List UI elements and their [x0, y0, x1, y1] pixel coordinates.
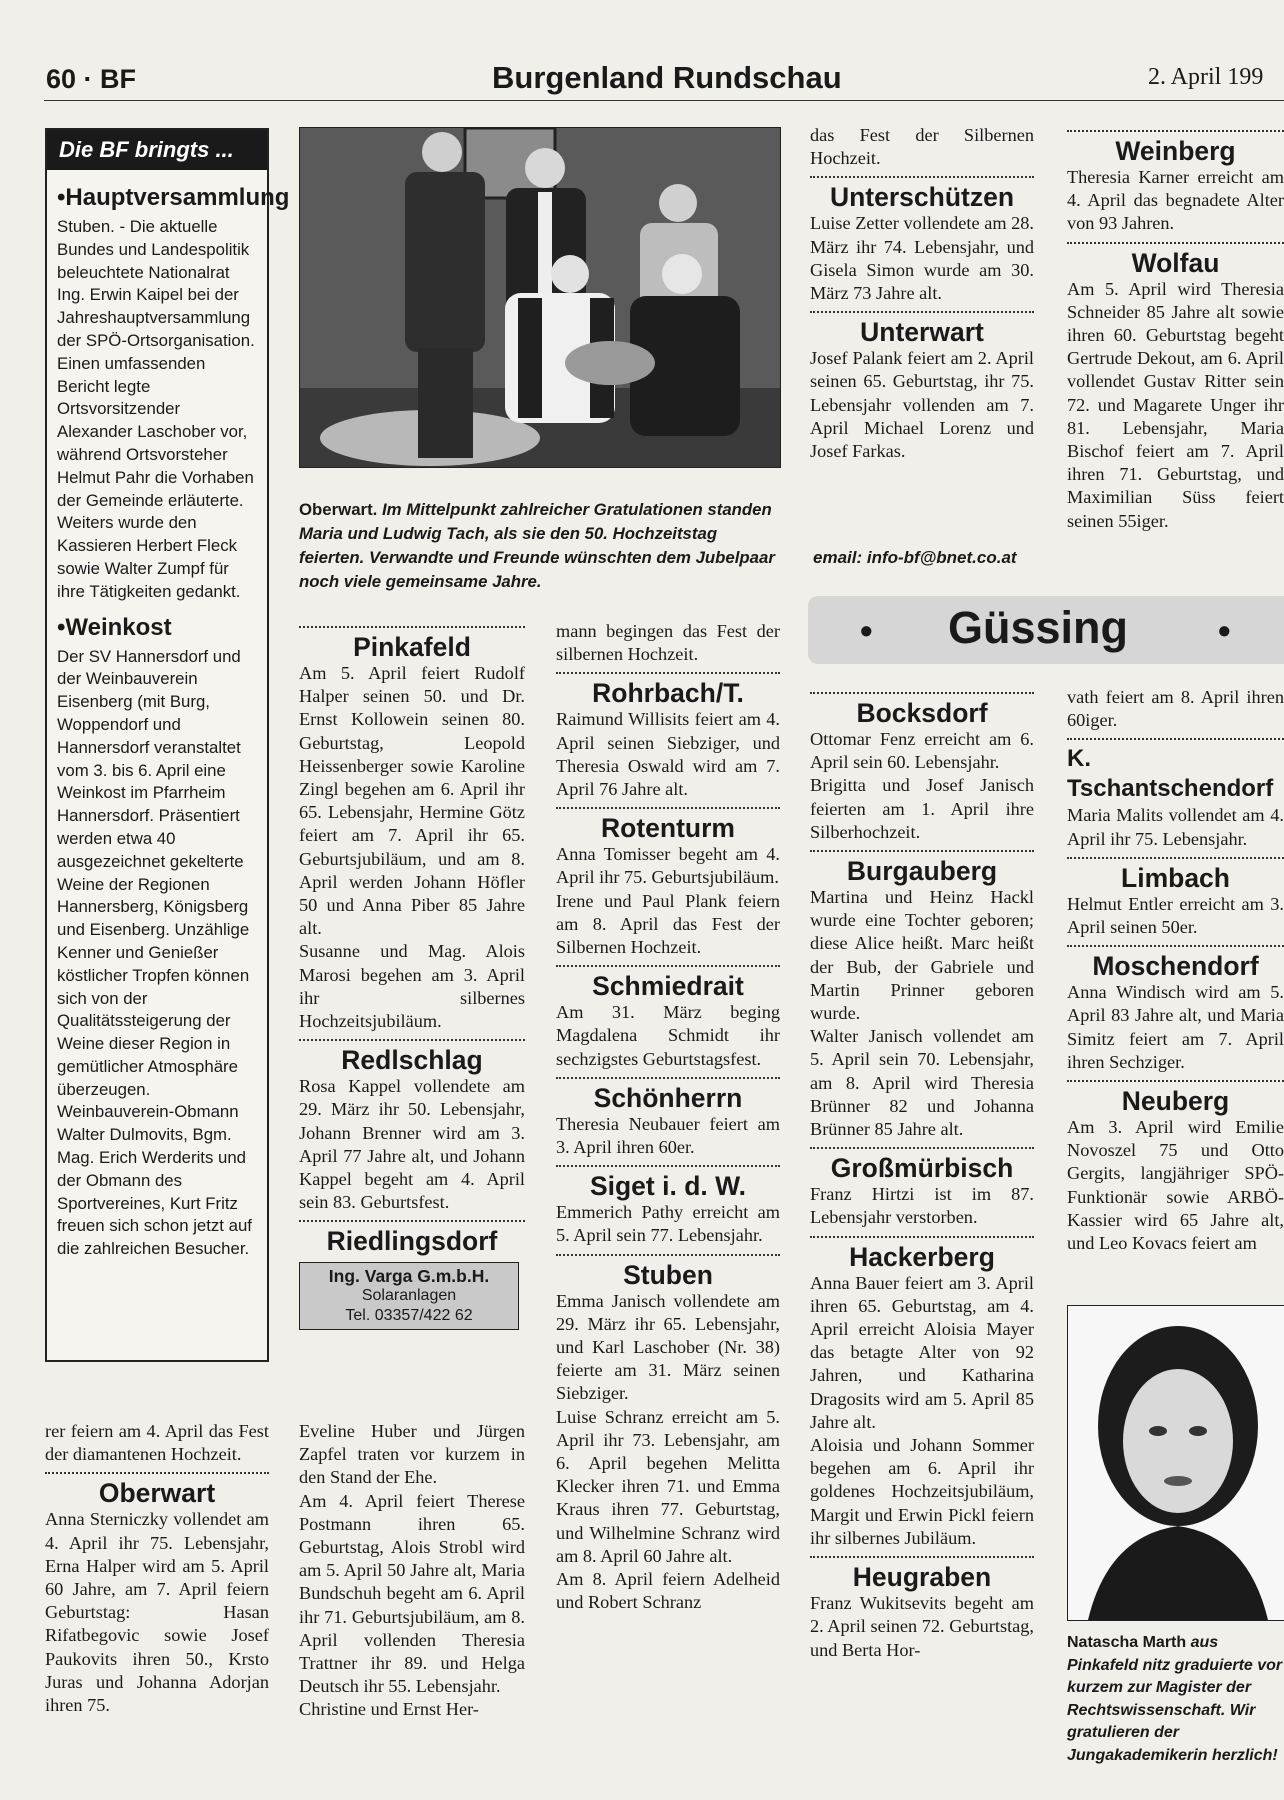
article-text: Rosa Kappel vollendete am 29. März ihr 50. Lebensjahr, Johann Brenner wird am 3. April 77 Jahre alt, und Johann Kappel begeht am 4. April sein 83. Geburtsfest.: [299, 1076, 525, 1213]
article-heading-heugraben: Heugraben: [852, 1562, 992, 1593]
portrait-caption: [1067, 1632, 1284, 1767]
divider: [1067, 857, 1284, 859]
article-text: Maria Malits vollendet am 4. April ihr 75. Lebensjahr.: [1067, 805, 1284, 849]
article-heading-rotenturm: Rotenturm: [601, 813, 735, 844]
article-text: Raimund Willisits feiert am 4. April seinen Siebziger, und Theresia Oswald wird am 7. April 76 Jahre alt.: [556, 709, 780, 800]
article-text: Am 31. März beging Magdalena Schmidt ihr sechzigstes Geburtstagsfest.: [556, 1002, 780, 1069]
divider: [1067, 738, 1284, 740]
column-4: [810, 686, 1034, 1662]
ad-phone: Tel. 03357/422 62: [345, 1307, 473, 1325]
divider: [556, 1254, 780, 1256]
divider: [1067, 1080, 1284, 1082]
divider: [45, 1472, 269, 1474]
divider: [810, 850, 1034, 852]
article-text: Am 4. April feiert Therese Postmann ihren 65. Geburtstag, Alois Strobl wird am 5. April 50 Jahre alt, Maria Bundschuh begeht am 6. April ihr 71. Geburtsjubiläum, am 8. April vollenden Theresia Trattner ihr 89. und Helga Deutsch ihr 55. Lebensjahr.: [299, 1490, 525, 1697]
sidebar-heading-weinkost: •Weinkost: [57, 613, 172, 641]
article-text: Walter Janisch vollendet am 5. April sein 70. Lebensjahr, am 8. April wird Theresia Brünner 82 und Johanna Brünner 85 Jahre alt.: [810, 1026, 1034, 1140]
divider: [556, 965, 780, 967]
portrait-caption-text: aus Pinkafeld nitz graduierte vor kurzem zur Magister der Rechtswissenschaft. Wir gratulieren der Jungakademikerin herzlich!: [1067, 1634, 1283, 1764]
article-heading-bocksdorf: Bocksdorf: [856, 698, 988, 728]
section-banner-guessing: [808, 596, 1284, 664]
article-heading-burgauberg: Burgauberg: [846, 856, 998, 887]
portrait-photo: [1067, 1305, 1284, 1621]
photo-caption: [299, 498, 779, 594]
article-text: Anna Windisch wird am 5. April 83 Jahre alt, und Maria Simitz feiert am 7. April ihren Sechziger.: [1067, 982, 1284, 1072]
article-heading-stuben: Stuben: [623, 1259, 713, 1290]
article-text: Am 5. April feiert Rudolf Halper seinen 50. und Dr. Ernst Kollowein seinen 80. Geburtstag, Leopold Heissenberger sowie Karoline Zingl begehen am 6. April ihr 65. Lebensjahr, Hermine Götz feiert am 7. April ihr 65. Geburtsjubiläum, und am 8. April werden Johann Höfler 50 und Anna Piber 85 Jahre alt.: [299, 663, 525, 939]
photo-caption-text: Im Mittelpunkt zahlreicher Gratulationen standen Maria und Ludwig Tach, als sie den 50. Hochzeitstag feierten. Verwandte und Freunde wünschten dem Jubelpaar noch viele gemeinsame Jahre.: [299, 500, 775, 591]
article-text: Emma Janisch vollendete am 29. März ihr 65. Lebensjahr, und Karl Laschober (Nr. 38) feierte am 31. März seinen Siebziger.: [556, 1290, 780, 1404]
contact-email: email: info-bf@bnet.co.at: [813, 548, 1017, 567]
bullet-icon: •: [1218, 610, 1231, 651]
article-text: Aloisia und Johann Sommer begehen am 6. April ihr goldenes Hochzeitsjubiläum, Margit und Erwin Pickl feiern ihr silbernes Jubiläum.: [810, 1435, 1034, 1548]
divider: [1067, 945, 1284, 947]
article-heading-riedlingsdorf: Riedlingsdorf: [326, 1226, 498, 1257]
sidebar-text-hauptversammlung: Stuben. - Die aktuelle Bundes und Landespolitik beleuchtete Nationalrat Ing. Erwin Kaipel bei der Jahreshauptversammlung der SPÖ-Ortsorganisation. Einen umfassenden Bericht legte Ortsvorsitzender Alexander Laschober vor, während Ortsvorsteher Helmut Pahr die Vorhaben der Gemeinde erläuterte. Weiters wurde den Kassieren Herbert Fleck sowie Walter Zumpf für ihre Tätigkeiten gedankt.: [57, 217, 255, 601]
article-heading-schmiedrait: Schmiedrait: [592, 971, 744, 1002]
sidebar-text-weinkost: Der SV Hannersdorf und der Weinbauverein Eisenberg (mit Burg, Woppendorf und Hannersdorf veranstaltet vom 3. bis 6. April eine Weinkost im Pfarrheim Hannersdorf. Präsentiert werden etwa 40 ausgezeichnet gekelterte Weine der Regionen Hannersberg, Königsberg und Eisenberg. Unzählige Kenner und Genießer köstlicher Tropfen können sich von der Qualitätssteigerung der Weine dieser Region in gemütlicher Atmosphäre überzeugen. Weinbauverein-Obmann Walter Dulmovits, Bgm. Mag. Erich Werderits und der Obmann des Sportvereines, Kurt Fritz freuen sich schon jetzt auf die zahlreichen Besucher.: [57, 646, 252, 1259]
sidebar-heading-hauptversammlung: •Hauptversammlung: [57, 184, 290, 211]
article-heading-oberwart: Oberwart: [98, 1478, 216, 1509]
article-text: Susanne und Mag. Alois Marosi begehen am 3. April ihr silbernes Hochzeitsjubiläum.: [299, 941, 525, 1032]
article-text: Am 5. April wird Theresia Schneider 85 Jahre alt sowie ihren 60. Geburtstag begeht Gertrude Dekout, am 6. April vollendet Gustav Ritter sein 72. und Magarete Unger ihr 81. Lebensjahr, Maria Bischof feiert am 7. April ihren 71. Geburtstag, und Maximilian Süss feiert seinen 55iger.: [1067, 278, 1284, 531]
article-heading-neuberg: Neuberg: [1121, 1086, 1230, 1117]
article-text: Luise Zetter vollendete am 28. März ihr 74. Lebensjahr, und Gisela Simon wurde am 30. März 73 Jahre alt.: [810, 213, 1034, 304]
divider: [299, 1220, 525, 1222]
article-text: Christine und Ernst Her-: [299, 1699, 479, 1720]
divider: [1067, 130, 1284, 132]
column-2: [299, 620, 525, 1330]
article-heading-redlschlag: Redlschlag: [341, 1045, 483, 1076]
divider: [299, 1039, 525, 1041]
divider: [556, 807, 780, 809]
article-heading-pinkafeld: Pinkafeld: [353, 632, 471, 662]
newspaper-title: Burgenland Rundschau: [492, 60, 842, 95]
article-text: Anna Tomisser begeht am 4. April ihr 75. Geburtsjubiläum.: [556, 844, 780, 888]
article-heading-hackerberg: Hackerberg: [849, 1241, 995, 1272]
article-text: Helmut Entler erreicht am 3. April seinen 50er.: [1067, 893, 1284, 938]
ad-line: Solaranlagen: [361, 1287, 457, 1305]
article-text: Franz Wukitsevits begeht am 2. April seinen 72. Geburtstag, und Berta Hor-: [810, 1593, 1034, 1660]
photo-caption-place: Oberwart.: [299, 500, 378, 519]
divider: [810, 1556, 1034, 1558]
article-text: Am 3. April wird Emilie Novoszel 75 und Otto Gergits, langjähriger SPÖ-Funktionär sowie ARBÖ-Kassier wird 65 Jahre alt, und Leo Kovacs feiert am: [1067, 1117, 1284, 1254]
divider: [556, 1165, 780, 1167]
column-1-bottom: [45, 1420, 269, 1717]
article-heading-siget: Siget i. d. W.: [589, 1171, 747, 1202]
article-text: Martina und Heinz Hackl wurde eine Tochter geboren; diese Alice heißt. Marc heißt der Bub, der Gabriele und Martin Prinner geboren wurde.: [810, 887, 1034, 1024]
divider: [810, 311, 1034, 313]
article-text: Anna Bauer feiert am 3. April ihren 65. Geburtstag, am 4. April erreicht Aloisia Mayer das betagte Alter von 92 Jahren, und Katharina Dragosits wird am 5. April 85 Jahre alt.: [810, 1272, 1034, 1432]
portrait-image: [1068, 1306, 1284, 1620]
article-text: das Fest der Silbernen Hochzeit.: [810, 125, 1034, 169]
column-2-bottom: [299, 1420, 525, 1722]
article-text: rer feiern am 4. April das Fest der diamantenen Hochzeit.: [45, 1421, 269, 1465]
page-header: [44, 58, 1284, 101]
article-text: Anna Sterniczky vollendet am 4. April ihr 75. Lebensjahr, Erna Halper wird am 5. April 60 Jahre, am 7. April feiern Geburtstag: Hasan Rifatbegovic sowie Josef Paukovits ihren 50., Krsto Juras und Johanna Adorjan ihren 75.: [45, 1509, 269, 1716]
column-5: [1067, 686, 1284, 1255]
article-text: Theresia Karner erreicht am 4. April das begnadete Alter von 93 Jahren.: [1067, 167, 1284, 234]
article-text: vath feiert am 8. April ihren 60iger.: [1067, 687, 1284, 731]
article-heading-limbach: Limbach: [1121, 862, 1230, 893]
article-text: Irene und Paul Plank feiern am 8. April das Fest der Silbernen Hochzeit.: [556, 890, 780, 958]
article-heading-k-tschantschendorf: K. Tschantschendorf: [1067, 745, 1274, 803]
column-5-top: [1067, 124, 1284, 533]
article-text: Eveline Huber und Jürgen Zapfel traten vor kurzem in den Stand der Ehe.: [299, 1421, 525, 1488]
divider: [810, 176, 1034, 178]
article-heading-unterschuetzen: Unterschützen: [829, 182, 1015, 213]
page-number: 60 · BF: [46, 64, 137, 94]
issue-date: 2. April 199: [1148, 64, 1264, 90]
advertisement-box: [299, 1262, 519, 1330]
article-heading-rohrbach: Rohrbach/T.: [592, 678, 744, 709]
column-3: [556, 620, 780, 1615]
divider: [810, 1236, 1034, 1238]
article-text: mann begingen das Fest der silbernen Hochzeit.: [556, 621, 780, 665]
article-text: Franz Hirtzi ist im 87. Lebensjahr verstorben.: [810, 1184, 1034, 1228]
article-heading-schoenherrn: Schönherrn: [593, 1082, 743, 1113]
divider: [810, 1147, 1034, 1149]
divider: [299, 626, 525, 628]
article-text: Am 8. April feiern Adelheid und Robert Schranz: [556, 1569, 780, 1613]
sidebar-title: Die BF bringts ...: [47, 130, 267, 170]
article-heading-grossmuerbisch: Großmürbisch: [830, 1153, 1014, 1184]
group-photo-image: [300, 128, 780, 467]
bullet-icon: •: [860, 610, 873, 651]
divider: [556, 672, 780, 674]
ad-company-name: Ing. Varga G.m.b.H.: [328, 1266, 490, 1287]
portrait-caption-name: Natascha Marth: [1067, 1634, 1187, 1651]
article-text: Emmerich Pathy erreicht am 5. April sein 77. Lebensjahr.: [556, 1202, 780, 1246]
news-photo: [299, 127, 781, 468]
article-heading-moschendorf: Moschendorf: [1092, 951, 1259, 982]
article-text: Brigitta und Josef Janisch feierten am 1. April ihre Silberhochzeit.: [810, 775, 1034, 842]
article-text: Luise Schranz erreicht am 5. April ihr 73. Lebensjahr, am 6. April begehen Melitta Klecker ihren 71. und Emma Kraus ihren 77. Geburtstag, und Wilhelmine Schranz wird am 8. April 60 Jahre alt.: [556, 1406, 780, 1566]
divider: [810, 692, 1034, 694]
sidebar-box: [45, 128, 290, 1362]
article-heading-weinberg: Weinberg: [1115, 136, 1236, 166]
column-4-top: [810, 124, 1034, 463]
article-heading-unterwart: Unterwart: [860, 317, 984, 348]
article-text: Ottomar Fenz erreicht am 6. April sein 60. Lebensjahr.: [810, 729, 1034, 773]
article-heading-wolfau: Wolfau: [1131, 247, 1220, 278]
article-text: Josef Palank feiert am 2. April seinen 65. Geburtstag, ihr 75. Lebensjahr vollenden am 7. April Michael Lorenz und Josef Farkas.: [810, 348, 1034, 462]
divider: [556, 1077, 780, 1079]
section-title: Güssing: [948, 602, 1129, 653]
article-text: Theresia Neubauer feiert am 3. April ihren 60er.: [556, 1113, 780, 1158]
divider: [1067, 242, 1284, 244]
